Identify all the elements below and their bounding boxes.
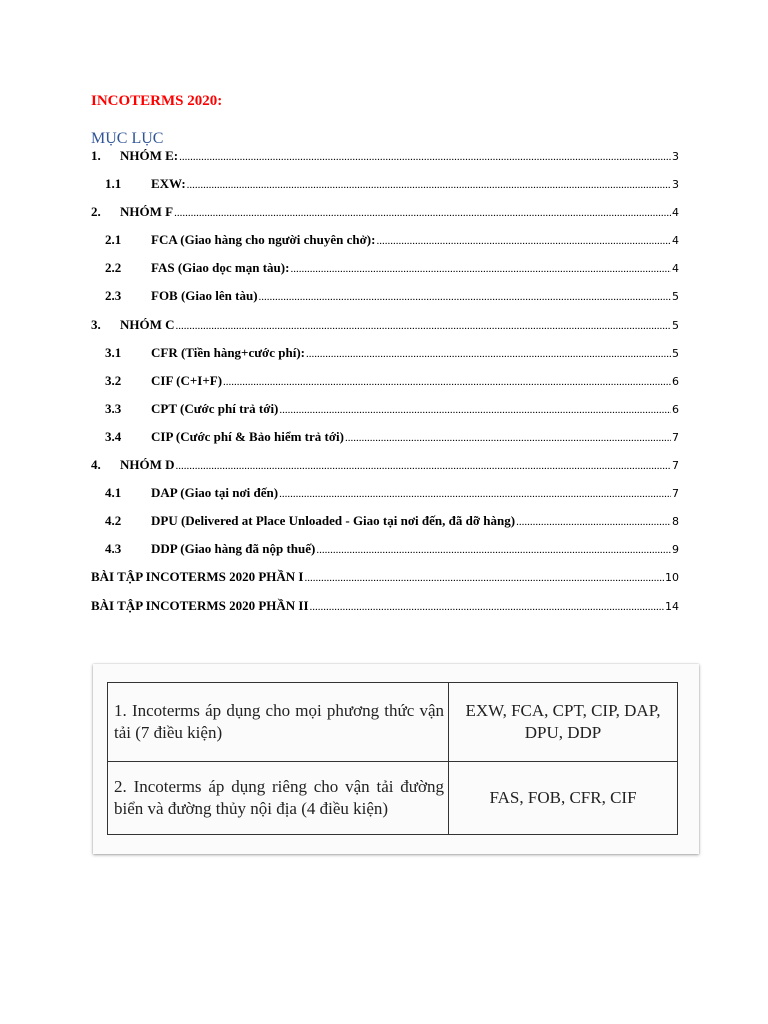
toc-dot-leader (376, 235, 671, 247)
toc-page-number: 5 (672, 346, 679, 360)
toc-entry-number: 4.2 (105, 513, 122, 529)
toc-entry-number: 4. (91, 457, 101, 473)
toc-entry[interactable] (91, 373, 679, 401)
toc-entry[interactable] (91, 569, 679, 597)
toc-entry[interactable] (91, 598, 679, 626)
toc-entry-number: 2. (91, 204, 101, 220)
toc-heading: MỤC LỤC (91, 130, 164, 147)
table-row (108, 683, 678, 762)
toc-dot-leader (259, 291, 671, 303)
toc-page-number: 10 (665, 571, 679, 585)
toc-entry[interactable] (91, 345, 679, 373)
table-cell-category: 1. Incoterms áp dụng cho mọi phương thức vận tải (7 điều kiện) (108, 683, 449, 762)
toc-entry-number: 2.1 (105, 232, 122, 248)
toc-dot-leader (304, 572, 664, 584)
toc-entry-title: FOB (Giao lên tàu) (151, 288, 258, 304)
toc-page-number: 4 (672, 262, 679, 276)
table-cell-terms: EXW, FCA, CPT, CIP, DAP, DPU, DDP (449, 683, 678, 762)
toc-dot-leader (345, 432, 671, 444)
toc-entry[interactable] (91, 232, 679, 260)
toc-dot-leader (187, 179, 671, 191)
toc-entry[interactable] (91, 541, 679, 569)
toc-dot-leader (316, 544, 671, 556)
toc-entry-title: FCA (Giao hàng cho người chuyên chở): (151, 232, 376, 248)
toc-page-number: 8 (672, 515, 679, 529)
toc-entry-number: 3.2 (105, 372, 122, 388)
toc-entry-title: NHÓM D (120, 457, 175, 473)
incoterms-classification-table (107, 682, 678, 835)
toc-entry[interactable] (91, 148, 679, 176)
toc-entry[interactable] (91, 457, 679, 485)
toc-dot-leader (310, 601, 664, 613)
toc-page-number: 5 (672, 318, 679, 332)
toc-entry-number: 4.1 (105, 485, 122, 501)
toc-entry-title: EXW: (151, 176, 186, 192)
toc-entry-title: CPT (Cước phí trả tới) (151, 400, 279, 416)
toc-entry-title: NHÓM F (120, 204, 174, 220)
toc-page-number: 3 (672, 150, 679, 163)
toc-entry-number: 3. (91, 316, 101, 332)
toc-page-number: 5 (672, 290, 679, 304)
toc-entry-number: 3.3 (105, 400, 122, 416)
toc-entry[interactable] (91, 513, 679, 541)
toc-entry[interactable] (91, 176, 679, 204)
toc-entry-number: 3.1 (105, 344, 122, 360)
toc-dot-leader (176, 320, 671, 332)
toc-entry-number: 4.3 (105, 541, 122, 557)
toc-entry-number: 2.3 (105, 288, 122, 304)
toc-entry-title: FAS (Giao dọc mạn tàu): (151, 260, 290, 276)
toc-entry-title: BÀI TẬP INCOTERMS 2020 PHẦN I (91, 569, 304, 585)
toc-entry[interactable] (91, 288, 679, 316)
toc-entry-title: NHÓM C (120, 316, 175, 332)
toc-entry-title: DPU (Delivered at Place Unloaded - Giao tại nơi đến, đã dỡ hàng) (151, 513, 516, 529)
toc-page-number: 4 (672, 234, 679, 248)
toc-dot-leader (174, 207, 671, 219)
toc-entry-title: DDP (Giao hàng đã nộp thuế) (151, 541, 316, 557)
toc-page-number: 7 (672, 487, 679, 501)
table-cell-terms: FAS, FOB, CFR, CIF (449, 762, 678, 835)
table-cell-category: 2. Incoterms áp dụng riêng cho vận tải đường biển và đường thủy nội địa (4 điều kiện) (108, 762, 449, 835)
toc-entry[interactable] (91, 485, 679, 513)
toc-dot-leader (223, 376, 671, 388)
toc-page-number: 7 (672, 459, 679, 473)
toc-entry-title: CIP (Cước phí & Bảo hiểm trả tới) (151, 428, 344, 444)
toc-entry-number: 1. (91, 148, 101, 163)
toc-entry-number: 3.4 (105, 428, 122, 444)
toc-page-number: 14 (665, 599, 679, 613)
toc-entry[interactable] (91, 429, 679, 457)
toc-dot-leader (179, 151, 671, 163)
toc-page-number: 4 (672, 206, 679, 220)
toc-dot-leader (306, 348, 671, 360)
toc-entry-title: BÀI TẬP INCOTERMS 2020 PHẦN II (91, 597, 309, 613)
toc-entry-number: 2.2 (105, 260, 122, 276)
toc-entry-title: CFR (Tiền hàng+cước phí): (151, 344, 305, 360)
toc-entry[interactable] (91, 317, 679, 345)
table-of-contents (91, 148, 679, 626)
toc-page-number: 3 (672, 178, 679, 192)
toc-entry-number: 1.1 (105, 176, 122, 192)
toc-page-number: 7 (672, 430, 679, 444)
toc-dot-leader (516, 516, 671, 528)
toc-dot-leader (176, 460, 671, 472)
toc-dot-leader (279, 488, 671, 500)
toc-entry-title: DAP (Giao tại nơi đến) (151, 485, 279, 501)
toc-page-number: 6 (672, 402, 679, 416)
toc-dot-leader (290, 263, 671, 275)
table-row (108, 762, 678, 835)
toc-page-number: 9 (672, 543, 679, 557)
incoterms-classification-image (93, 664, 699, 854)
toc-dot-leader (279, 404, 671, 416)
toc-entry-title: CIF (C+I+F) (151, 372, 223, 388)
toc-entry-title: NHÓM E: (120, 148, 179, 163)
toc-entry[interactable] (91, 401, 679, 429)
toc-page-number: 6 (672, 374, 679, 388)
toc-entry[interactable] (91, 204, 679, 232)
document-title: INCOTERMS 2020: (91, 93, 223, 109)
toc-entry[interactable] (91, 260, 679, 288)
